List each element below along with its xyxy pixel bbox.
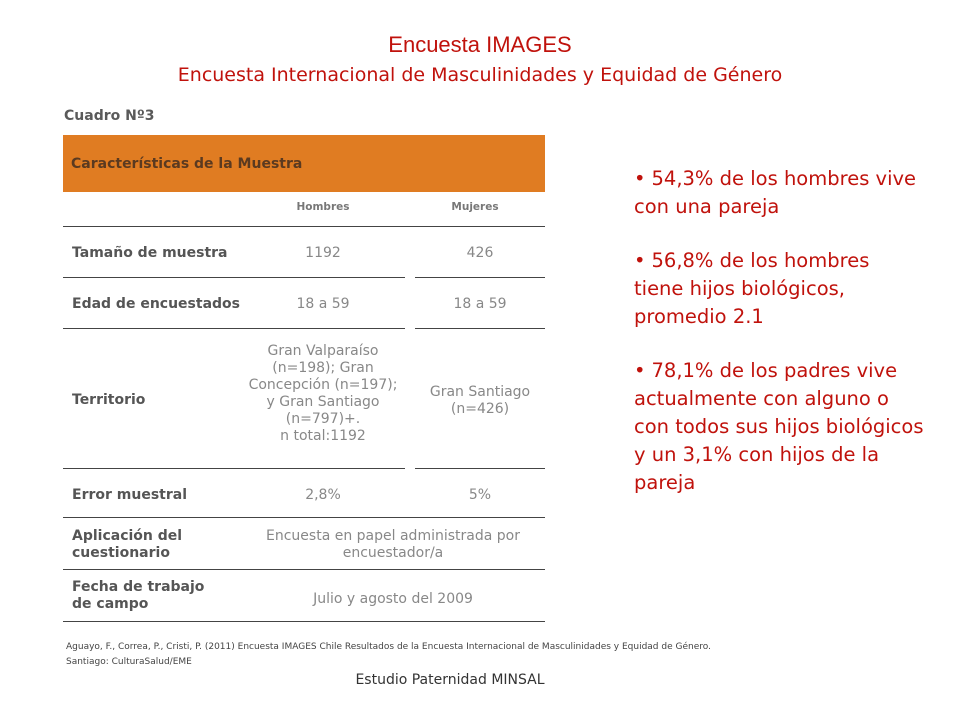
divider [415,328,545,329]
text-line: (n=198); Gran [272,360,374,376]
text-line: Concepción (n=197); [248,377,398,393]
text-line: cuestionario [72,545,170,561]
row-label-territorio: Territorio [72,392,146,408]
citation [66,640,711,670]
table-caption: Cuadro Nº3 [64,108,155,124]
citation-line: Aguayo, F., Correa, P., Cristi, P. (2011) Encuesta IMAGES Chile Resultados de la Encuesta Internacional de Masculinidades y Equidad de Género. [66,642,711,652]
divider [63,517,545,518]
divider [63,277,405,278]
row-label-edad: Edad de encuestados [72,296,240,312]
row-label-tamano: Tamaño de muestra [72,245,228,261]
finding-item [634,357,924,497]
text-line: (n=426) [450,401,510,417]
divider [415,468,545,469]
cell-aplicacion-merged [243,528,543,562]
row-label-fecha [72,579,204,613]
column-header-mujeres: Mujeres [451,201,499,213]
divider [63,621,545,622]
text-line: (n=797)+. [285,411,361,427]
text-line: de campo [72,596,149,612]
row-label-aplicacion [72,528,182,562]
divider [63,328,405,329]
text-line: Gran Valparaíso [267,343,379,359]
text-line: Fecha de trabajo [72,579,205,595]
slide-title: Encuesta IMAGES [388,32,572,57]
divider [63,569,545,570]
cell-hombres-tamano: 1192 [305,245,341,261]
row-label-error: Error muestral [72,487,187,503]
findings-list [634,165,924,523]
text-line: encuestador/a [342,545,444,561]
cell-mujeres-tamano: 426 [466,245,494,261]
cell-mujeres-territorio [415,384,545,418]
column-header-hombres: Hombres [296,201,350,213]
bullet-icon: • [634,167,646,190]
text-line: Aplicación del [72,528,183,544]
cell-hombres-error: 2,8% [305,487,341,503]
finding-text: 54,3% de los hombres vive con una pareja [634,167,917,218]
table-header-bar [63,135,545,192]
bullet-icon: • [634,359,646,382]
slide-subtitle: Encuesta Internacional de Masculinidades y Equidad de Género [177,64,783,86]
divider [63,468,405,469]
divider [63,226,545,227]
footer-text: Estudio Paternidad MINSAL [355,672,545,688]
finding-text: 56,8% de los hombres tiene hijos biológicos, promedio 2.1 [634,249,870,328]
cell-mujeres-error: 5% [468,487,492,503]
finding-item [634,165,924,221]
finding-item [634,247,924,331]
text-line: Gran Santiago [429,384,531,400]
cell-hombres-territorio [243,343,403,445]
finding-text: 78,1% de los padres vive actualmente con alguno o con todos sus hijos biológicos y un 3,1% con hijos de la pareja [634,359,924,494]
cell-mujeres-edad: 18 a 59 [453,296,507,312]
citation-line: Santiago: CulturaSalud/EME [66,657,192,667]
text-line: Encuesta en papel administrada por [266,528,520,544]
text-line: y Gran Santiago [266,394,380,410]
cell-fecha-merged: Julio y agosto del 2009 [313,591,473,607]
divider [415,277,545,278]
table-header-text: Características de la Muestra [71,155,303,172]
cell-hombres-edad: 18 a 59 [296,296,350,312]
bullet-icon: • [634,249,646,272]
text-line: n total:1192 [280,428,366,444]
